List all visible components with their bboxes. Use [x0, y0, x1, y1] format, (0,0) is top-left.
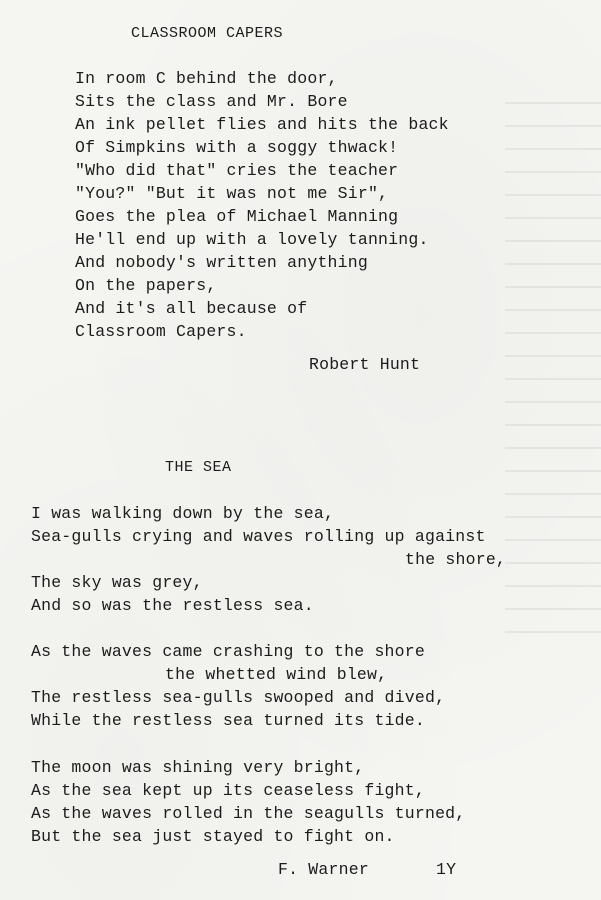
poem-line: the shore, [405, 550, 507, 569]
poem-line: The restless sea-gulls swooped and dived, [31, 688, 446, 707]
poem-line: As the sea kept up its ceaseless fight, [31, 781, 425, 800]
poem-line: Classroom Capers. [75, 322, 247, 341]
poem-line: In room C behind the door, [75, 69, 338, 88]
poem-line: The moon was shining very bright, [31, 758, 365, 777]
poem-line: But the sea just stayed to fight on. [31, 827, 395, 846]
poem-line: "Who did that" cries the teacher [75, 161, 399, 180]
poem-line: On the papers, [75, 276, 217, 295]
poem-line: He'll end up with a lovely tanning. [75, 230, 429, 249]
poem-line: Sits the class and Mr. Bore [75, 92, 348, 111]
poem-author: F. Warner [278, 860, 369, 879]
poem-line: Goes the plea of Michael Manning [75, 207, 399, 226]
poem-line: And nobody's written anything [75, 253, 368, 272]
poem-line: An ink pellet flies and hits the back [75, 115, 449, 134]
poem-line: The sky was grey, [31, 573, 203, 592]
show-through-text [505, 90, 601, 650]
poem-line: As the waves rolled in the seagulls turned, [31, 804, 466, 823]
poem-line: Sea-gulls crying and waves rolling up against [31, 527, 486, 546]
poem-line: As the waves came crashing to the shore [31, 642, 425, 661]
poem-line: While the restless sea turned its tide. [31, 711, 425, 730]
poem-title: CLASSROOM CAPERS [131, 25, 284, 42]
poem-line: Of Simpkins with a soggy thwack! [75, 138, 399, 157]
poem-line: And it's all because of [75, 299, 308, 318]
poem-line: And so was the restless sea. [31, 596, 314, 615]
poem-line: "You?" "But it was not me Sir", [75, 184, 389, 203]
poem-line: I was walking down by the sea, [31, 504, 335, 523]
form-label: 1Y [436, 860, 457, 879]
poem-title: THE SEA [165, 459, 232, 476]
poem-author: Robert Hunt [309, 355, 421, 374]
poem-line: the whetted wind blew, [165, 665, 388, 684]
